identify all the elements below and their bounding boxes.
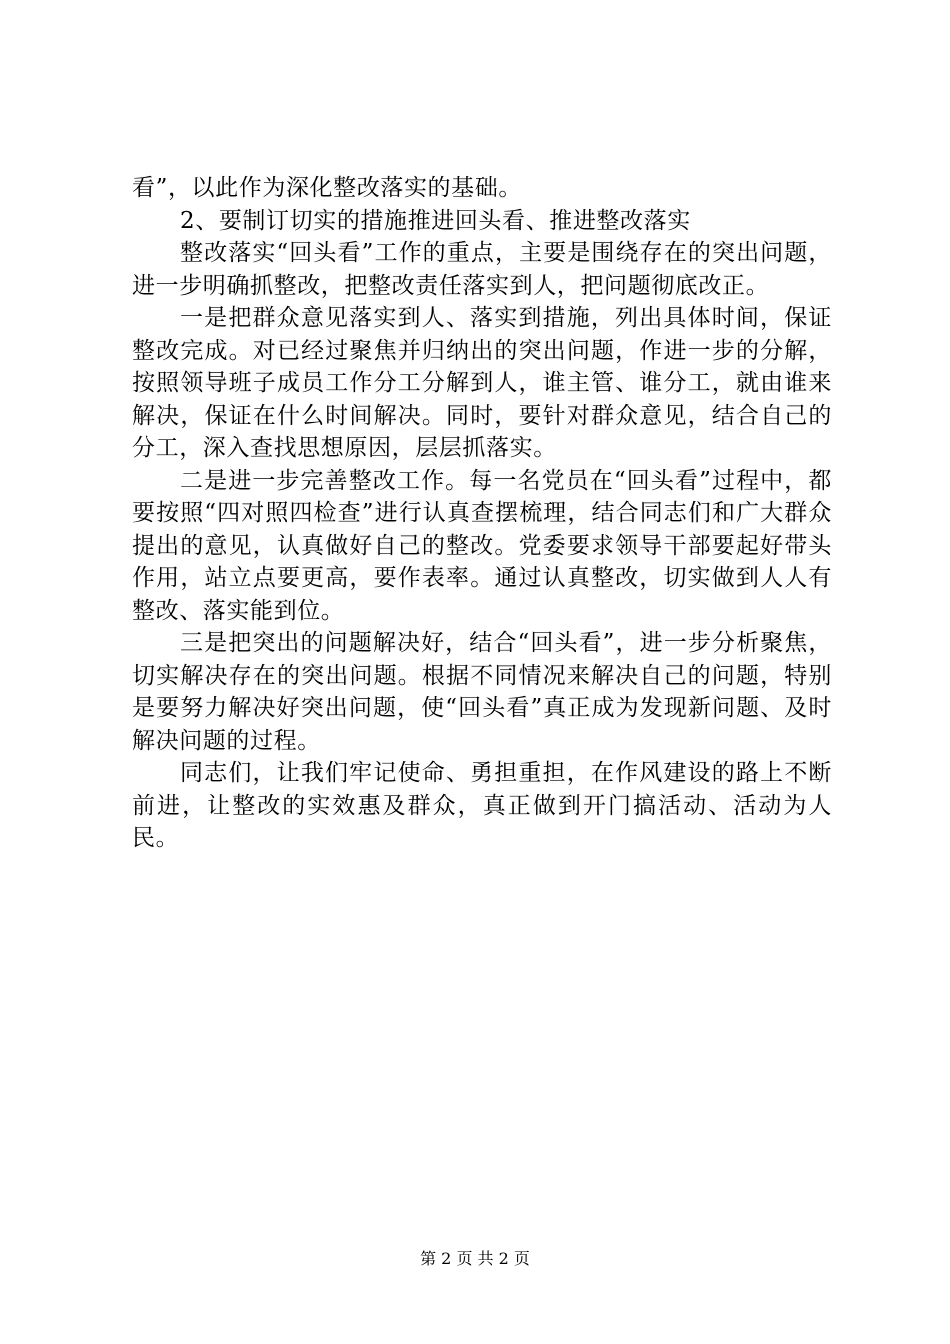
page-footer: 第 2 页 共 2 页 [420, 1249, 530, 1268]
paragraph: 整改落实“回头看”工作的重点，主要是围绕存在的突出问题，进一步明确抓整改，把整改责任落实到人，把问题彻底改正。 [132, 240, 832, 299]
paragraph: 同志们，让我们牢记使命、勇担重担，在作风建设的路上不断前进，让整改的实效惠及群众，真正做到开门搞活动、活动为人民。 [132, 760, 832, 851]
paragraph: 二是进一步完善整改工作。每一名党员在“回头看”过程中，都要按照“四对照四检查”进行认真查摆梳理，结合同志们和广大群众提出的意见，认真做好自己的整改。党委要求领导干部要起好带头作用，站立点要更高，要作表率。通过认真整改，切实做到人人有整改、落实能到位。 [132, 467, 832, 624]
section-heading: 2、要制订切实的措施推进回头看、推进整改落实 [180, 207, 691, 234]
document-body [132, 172, 832, 855]
paragraph: 看”，以此作为深化整改落实的基础。 [132, 175, 522, 201]
paragraph: 一是把群众意见落实到人、落实到措施，列出具体时间，保证整改完成。对已经过聚焦并归纳出的突出问题，作进一步的分解，按照领导班子成员工作分工分解到人，谁主管、谁分工，就由谁来解决，保证在什么时间解决。同时，要针对群众意见，结合自己的分工，深入查找思想原因，层层抓落实。 [132, 305, 832, 461]
paragraph: 三是把突出的问题解决好，结合“回头看”，进一步分析聚焦，切实解决存在的突出问题。根据不同情况来解决自己的问题，特别是要努力解决好突出问题，使“回头看”真正成为发现新问题、及时解决问题的过程。 [132, 630, 832, 754]
